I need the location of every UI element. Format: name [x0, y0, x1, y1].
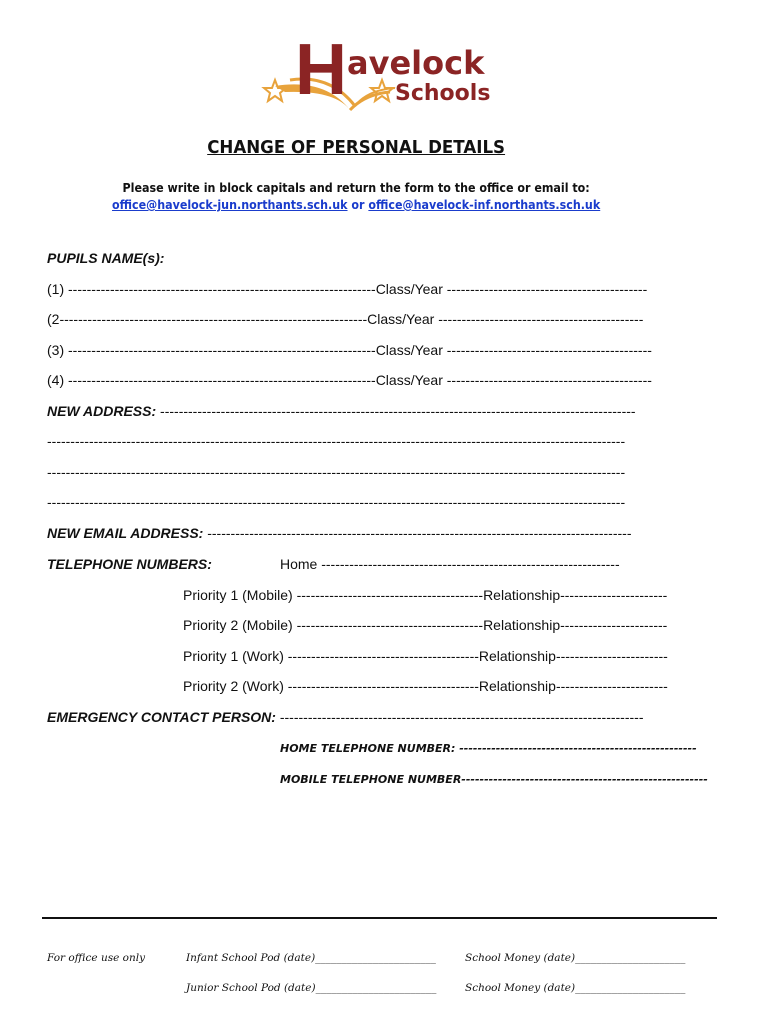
email-link-infant[interactable]: office@havelock-inf.northants.sch.uk: [368, 198, 601, 212]
school-money-field-2[interactable]: School Money (date)_____________________: [465, 982, 686, 994]
pupil-row-2[interactable]: (2------------------------------------------------------------------Class/Year --------------------------------------------: [47, 311, 644, 327]
address-dashes: ------------------------------------------------------------------------------------------------------: [156, 403, 636, 419]
instructions: Please write in block capitals and return the form to the office or email to:: [122, 181, 590, 195]
school-money-field-1[interactable]: School Money (date)_____________________: [465, 952, 686, 964]
pupil-row-3[interactable]: (3) ------------------------------------------------------------------Class/Year --------------------------------------------: [47, 342, 652, 358]
office-use-label: For office use only: [47, 952, 146, 964]
email-link-junior[interactable]: office@havelock-jun.northants.sch.uk: [112, 198, 348, 212]
havelock-schools-logo: [255, 28, 515, 118]
address-line-4[interactable]: ----------------------------------------------------------------------------------------------------------------------------: [47, 494, 626, 510]
email-links: [0, 198, 712, 212]
pupil-row-1[interactable]: (1) ------------------------------------------------------------------Class/Year -------------------------------------------: [47, 281, 648, 297]
address-line-3[interactable]: ----------------------------------------------------------------------------------------------------------------------------: [47, 464, 626, 480]
emergency-mobile-phone[interactable]: MOBILE TELEPHONE NUMBER------------------------------------------------------: [280, 773, 708, 786]
infant-pod-field[interactable]: Infant School Pod (date)_______________________: [186, 952, 436, 964]
emergency-home-phone[interactable]: HOME TELEPHONE NUMBER: ----------------------------------------------------: [280, 742, 697, 755]
logo-word1: avelock: [347, 44, 485, 82]
telephone-label: TELEPHONE NUMBERS:: [47, 556, 212, 572]
home-phone-row[interactable]: Home ----------------------------------------------------------------: [280, 556, 620, 572]
email-separator: or: [347, 198, 369, 212]
address-row[interactable]: [47, 403, 636, 421]
logo-word2: Schools: [395, 81, 491, 106]
priority2-work-row[interactable]: Priority 2 (Work) -----------------------------------------Relationship------------------------: [183, 678, 668, 694]
pupils-label: PUPILS NAME(s):: [47, 250, 165, 266]
new-email-row[interactable]: [47, 525, 632, 543]
priority1-mobile-row[interactable]: Priority 1 (Mobile) ----------------------------------------Relationship-----------------------: [183, 587, 668, 603]
emergency-contact-row[interactable]: [47, 709, 644, 727]
address-label: NEW ADDRESS:: [47, 403, 157, 419]
priority2-mobile-row[interactable]: Priority 2 (Mobile) ----------------------------------------Relationship-----------------------: [183, 617, 668, 633]
new-email-dashes: -------------------------------------------------------------------------------------------: [203, 525, 632, 541]
logo-letter: H: [295, 30, 347, 110]
priority1-work-row[interactable]: Priority 1 (Work) -----------------------------------------Relationship------------------------: [183, 648, 668, 664]
pupil-row-4[interactable]: (4) ------------------------------------------------------------------Class/Year --------------------------------------------: [47, 372, 652, 388]
emergency-label: EMERGENCY CONTACT PERSON:: [47, 709, 276, 725]
page-title: CHANGE OF PERSONAL DETAILS: [207, 137, 506, 158]
footer-divider: [42, 917, 717, 919]
emergency-dashes: ------------------------------------------------------------------------------: [275, 709, 644, 725]
new-email-label: NEW EMAIL ADDRESS:: [47, 525, 204, 541]
junior-pod-field[interactable]: Junior School Pod (date)_______________________: [186, 982, 437, 994]
address-line-2[interactable]: ----------------------------------------------------------------------------------------------------------------------------: [47, 433, 626, 449]
